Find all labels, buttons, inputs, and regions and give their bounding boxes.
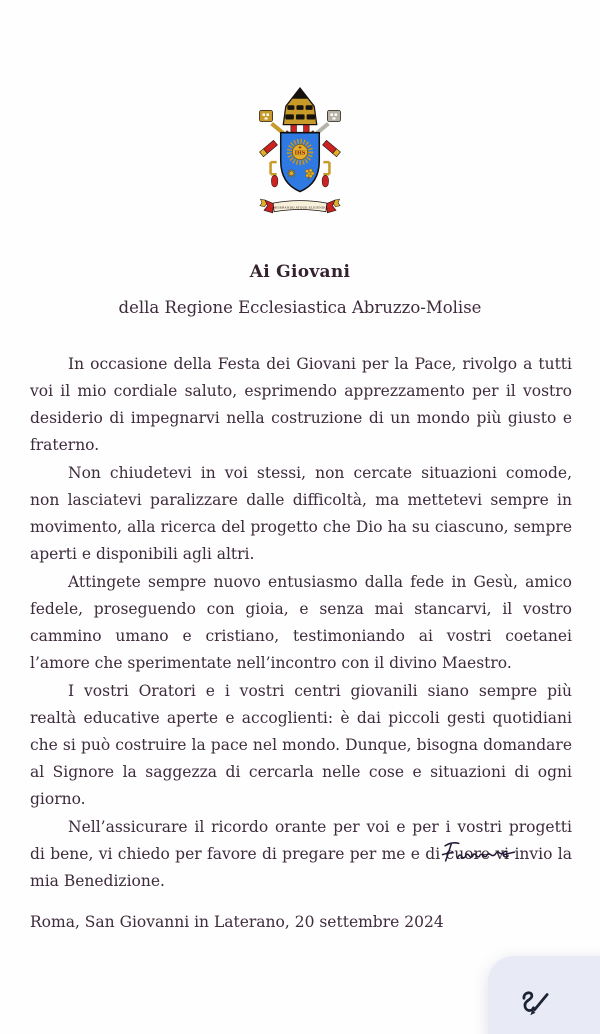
shield-icon (281, 133, 320, 192)
signature (430, 834, 530, 874)
paragraph-4: I vostri Oratori e i vostri centri giovanili siano sempre più realtà educative aperte e accoglienti: è dai piccoli gesti quotidiani che si può costruire la pace nel mondo. Dunque, bisogna domandare al Signore la saggezza di cercarla nelle cose e situazioni di ogni giorno. (30, 682, 572, 808)
signature-handwriting (430, 834, 530, 874)
paragraph-1: In occasione della Festa dei Giovani per la Pace, rivolgo a tutti voi il mio cordiale saluto, esprimendo apprezzamento per il vostro desiderio di impegnarvi nella costruzione di un mondo più giusto e fraterno. (30, 355, 572, 454)
papal-coat-of-arms (244, 84, 356, 226)
motto-banner (260, 199, 340, 213)
paragraph-3: Attingete sempre nuovo entusiasmo dalla fede in Gesù, amico fedele, proseguendo con gioia, e senza mai stancarvi, il vostro cammino umano e cristiano, testimoniando ai vostri coetanei l’amore che sperimentate nell’incontro con il divino Maestro. (30, 573, 572, 672)
coat-of-arms-graphic (244, 84, 356, 226)
scribble-pencil-icon (516, 984, 554, 1022)
recipient-title: Ai Giovani (249, 262, 351, 282)
star-icon (287, 169, 296, 178)
dateline: Roma, San Giovanni in Laterano, 20 settembre 2024 (30, 913, 444, 931)
letter-body (30, 351, 572, 895)
paragraph-2: Non chiudetevi in voi stessi, non cercate situazioni comode, non lasciatevi paralizzare dalle difficoltà, ma mettetevi sempre in movimento, alla ricerca del progetto che Dio ha su ciascuno, sempre aperti e disponibili agli altri. (30, 464, 572, 563)
mitre-icon (283, 88, 316, 137)
recipient-subtitle: della Regione Ecclesiastica Abruzzo-Molise (118, 298, 482, 317)
paragraph-5: Nell’assicurare il ricordo orante per voi e per i vostri progetti di bene, vi chiedo per favore di pregare per me e di cuore vi invio la mia Benedizione. (30, 818, 572, 890)
motto-text: MISERANDO ATQUE ELIGENDO (273, 205, 327, 210)
markup-button[interactable] (488, 956, 600, 1034)
svg-text:IHS: IHS (294, 150, 306, 157)
